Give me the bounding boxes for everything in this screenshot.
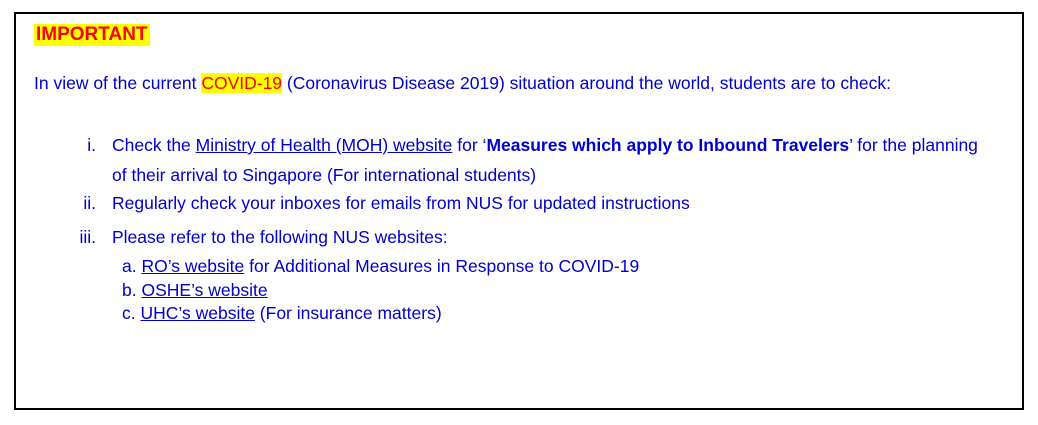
item-text-mid: for ‘ [452,135,487,155]
uhc-website-link[interactable]: UHC’s website [140,303,255,323]
intro-text-before: In view of the current [34,73,202,93]
moh-website-link[interactable]: Ministry of Health (MOH) website [195,135,453,155]
item-text-pre: Check the [112,135,196,155]
covid-highlight: COVID-19 [201,73,283,93]
sub-item-letter: b. [122,280,137,300]
sub-item-rest: (For insurance matters) [254,303,442,323]
intro-text-after: (Coronavirus Disease 2019) situation around the world, students are to check: [282,73,891,93]
list-item-text: Please refer to the following NUS websites: [112,227,448,247]
list-numeral: iii. [79,227,96,247]
list-numeral: i. [87,135,96,155]
ro-website-link[interactable]: RO’s website [141,256,245,276]
sub-item-letter: c. [122,303,136,323]
sub-item-b [122,278,268,302]
inbound-travelers-measures: Measures which apply to Inbound Travelers [486,135,850,155]
sub-item-letter: a. [122,256,137,276]
sub-item-a [122,254,639,278]
intro-paragraph [34,73,994,94]
list-item-text: Regularly check your inboxes for emails from NUS for updated instructions [112,193,690,213]
sub-item-c [122,301,442,325]
important-heading: IMPORTANT [36,24,148,45]
notice-box [14,12,1024,410]
list-item-text [112,130,992,190]
sub-item-rest: for Additional Measures in Response to COVID-19 [244,256,640,276]
oshe-website-link[interactable]: OSHE’s website [141,280,268,300]
list-numeral: ii. [83,193,96,213]
item-text-post: ’ for the planning of their arrival to Singapore (For international students) [112,135,978,185]
